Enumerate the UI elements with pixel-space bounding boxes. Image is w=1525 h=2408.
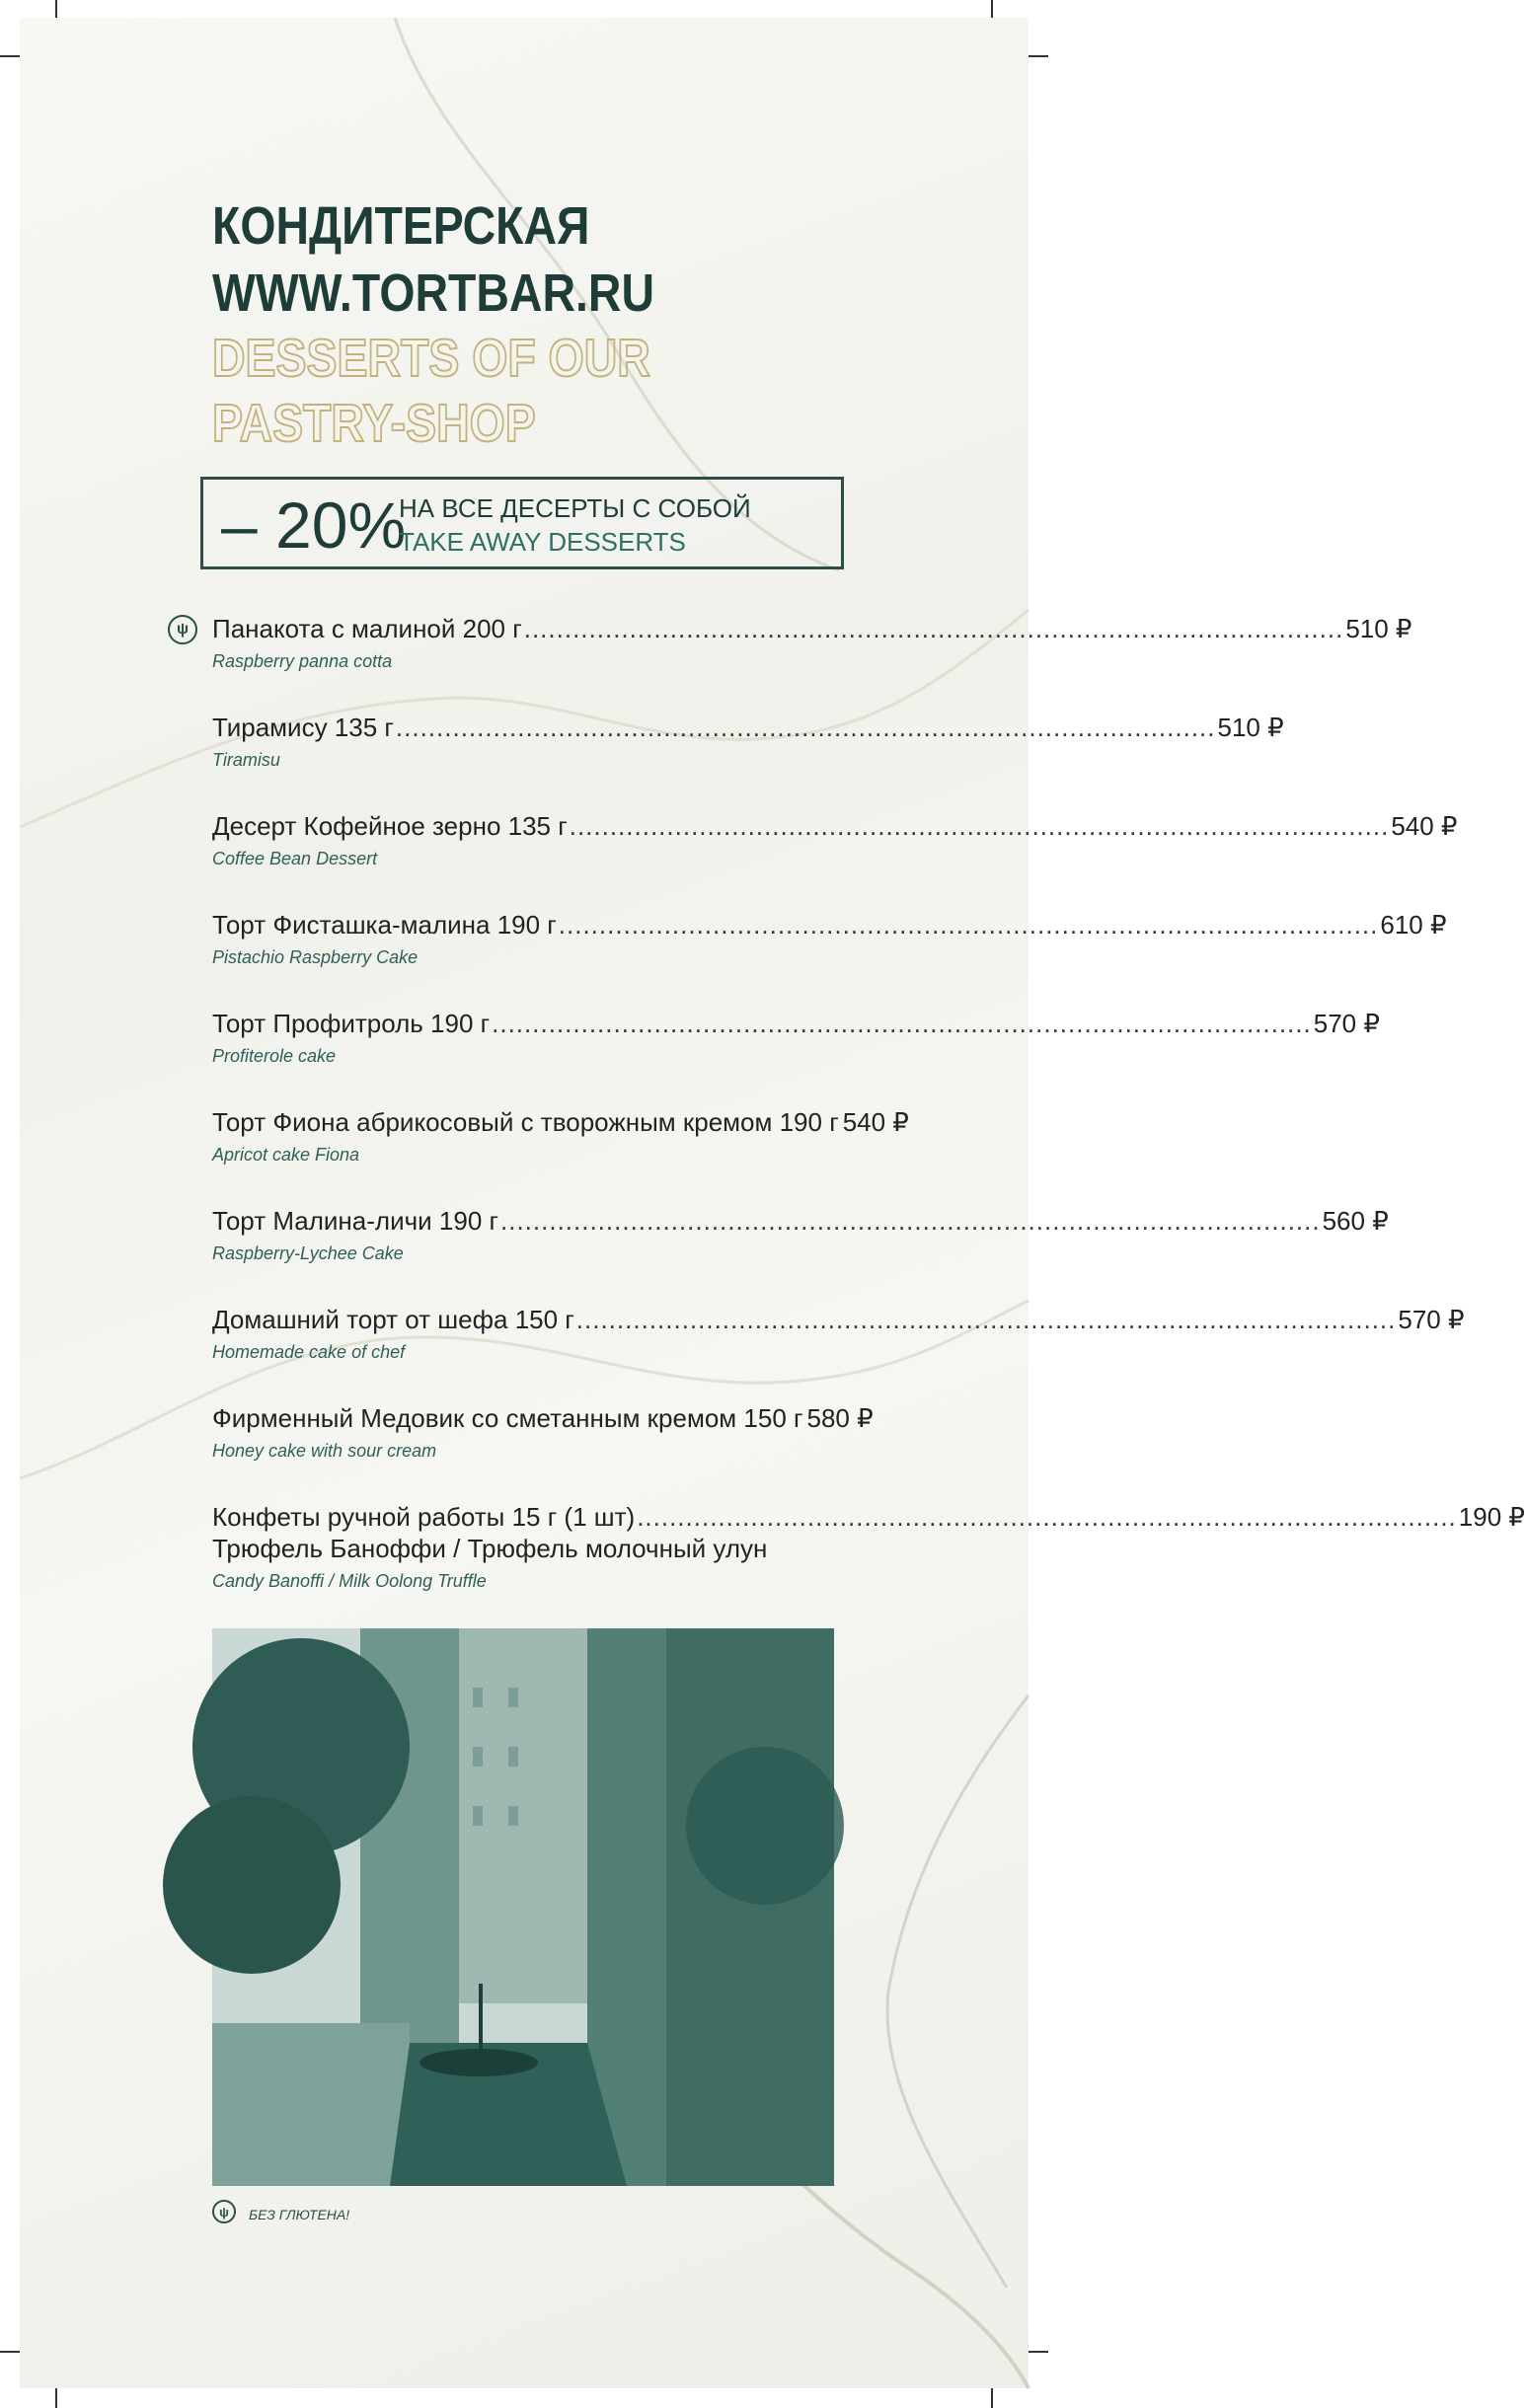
item-price: 570 ₽ <box>1398 1305 1465 1334</box>
item-name: Торт Фисташка-малина 190 г <box>212 910 557 940</box>
item-name: Фирменный Медовик со сметанным кремом 150 г <box>212 1403 803 1433</box>
subtitle-line2: PASTRY-SHOP <box>212 394 536 453</box>
item-name-en: Candy Banoffi / Milk Oolong Truffle <box>212 1571 487 1591</box>
item-price: 190 ₽ <box>1458 1502 1525 1532</box>
menu-item: Домашний торт от шефа 150 г ..................................................................................................... 570 ₽ Homemade cake of chef <box>212 1304 834 1365</box>
page-subtitle <box>212 326 650 456</box>
item-name-en: Raspberry-Lychee Cake <box>212 1243 404 1263</box>
gluten-free-note: БЕЗ ГЛЮТЕНА! <box>249 2207 350 2222</box>
menu-item: Панакота с малиной 200 г ..................................................................................................... 510 ₽ Raspberry panna cotta <box>212 613 834 674</box>
item-name-en: Homemade cake of chef <box>212 1342 406 1362</box>
title-line1: КОНДИТЕРСКАЯ <box>212 196 590 256</box>
menu-item: Торт Профитроль 190 г ..................................................................................................... 570 ₽ Profiterole cake <box>212 1008 834 1069</box>
item-name: Торт Фиона абрикосовый с творожным кремом 190 г <box>212 1107 839 1137</box>
item-price: 560 ₽ <box>1322 1206 1389 1236</box>
menu-item: Торт Малина-личи 190 г ..................................................................................................... 560 ₽ Raspberry-Lychee Cake <box>212 1205 834 1266</box>
item-name: Панакота с малиной 200 г <box>212 614 522 643</box>
page-title <box>212 192 654 327</box>
item-name-en: Pistachio Raspberry Cake <box>212 947 419 967</box>
menu-item: Торт Фисташка-малина 190 г ..................................................................................................... 610 ₽ Pistachio Raspberry Cake <box>212 909 834 970</box>
item-name-en: Coffee Bean Dessert <box>212 849 378 868</box>
item-name: Торт Малина-личи 190 г <box>212 1206 498 1236</box>
menu-item: Десерт Кофейное зерно 135 г ..................................................................................................... 540 ₽ Coffee Bean Dessert <box>212 810 834 871</box>
menu-item: Конфеты ручной работы 15 г (1 шт) ..................................................................................................... 190 ₽ Трюфель Баноффи / Трюфель молочный улун Candy Banoffi / Milk Oolong Truffle <box>212 1501 834 1594</box>
subtitle-line1: DESSERTS OF OUR <box>212 329 650 388</box>
item-name-sub: Трюфель Баноффи / Трюфель молочный улун <box>212 1534 768 1563</box>
promo-text-en: TAKE AWAY DESSERTS <box>399 527 686 557</box>
item-name: Домашний торт от шефа 150 г <box>212 1305 574 1334</box>
promo-discount: – 20% <box>221 489 407 562</box>
item-name-en: Apricot cake Fiona <box>212 1145 360 1165</box>
item-price: 540 ₽ <box>842 1107 909 1137</box>
item-price: 610 ₽ <box>1380 910 1447 940</box>
item-name-en: Tiramisu <box>212 750 280 770</box>
item-name: Конфеты ручной работы 15 г (1 шт) <box>212 1502 636 1532</box>
item-name: Тирамису 135 г <box>212 713 394 742</box>
item-price: 510 ₽ <box>1345 614 1412 643</box>
promo-text-ru: НА ВСЕ ДЕСЕРТЫ С СОБОЙ <box>399 493 751 523</box>
item-price: 580 ₽ <box>806 1403 874 1433</box>
item-price: 510 ₽ <box>1217 713 1284 742</box>
item-name-en: Profiterole cake <box>212 1046 337 1066</box>
gluten-free-icon: ψ <box>212 2200 236 2223</box>
title-line2: WWW.TORTBAR.RU <box>212 263 654 323</box>
venice-canal-illustration <box>212 1628 834 2186</box>
menu-item <box>212 1106 909 1167</box>
item-name-en: Raspberry panna cotta <box>212 651 393 671</box>
item-price: 570 ₽ <box>1313 1009 1380 1038</box>
gluten-free-icon: ψ <box>168 615 197 644</box>
item-name: Десерт Кофейное зерно 135 г <box>212 811 568 841</box>
promo-box <box>200 477 844 569</box>
item-price: 540 ₽ <box>1391 811 1458 841</box>
venice-canal-image <box>212 1628 834 2186</box>
item-name: Торт Профитроль 190 г <box>212 1009 491 1038</box>
menu-item <box>212 1402 874 1464</box>
menu-item: Тирамису 135 г ..................................................................................................... 510 ₽ Tiramisu <box>212 712 834 773</box>
item-name-en: Honey cake with sour cream <box>212 1441 437 1461</box>
